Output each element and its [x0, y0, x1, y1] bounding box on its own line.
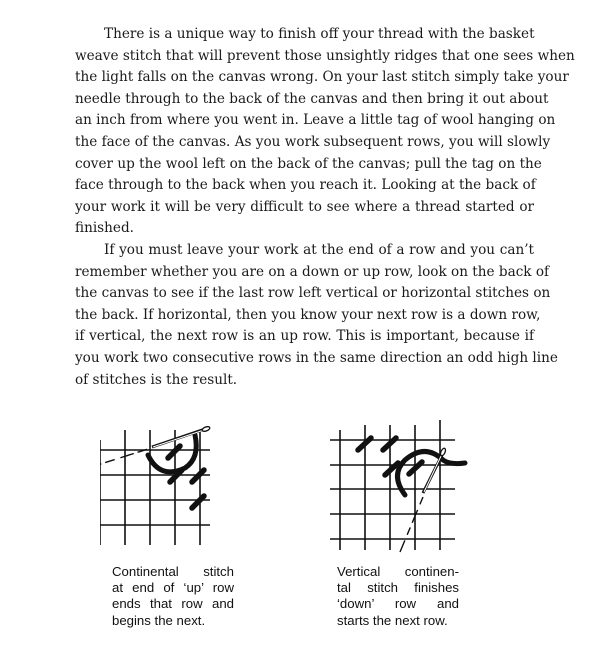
paragraph-1 [75, 24, 575, 240]
figure-caption-continental [112, 564, 234, 629]
text-line: the canvas to see if the last row left vertical or horizontal stitches on [75, 285, 551, 302]
paragraph-2 [75, 240, 558, 391]
stitches [168, 446, 204, 508]
caption-line: ends that row and [112, 596, 234, 612]
caption-line: Vertical continen- [337, 564, 459, 579]
text-line: cover up the wool left on the back of the canvas; pull the tag on the [75, 155, 542, 172]
text-line: face through to the back when you reach it. Looking at the back of [75, 177, 536, 194]
figure-caption-vertical-continental [337, 564, 459, 629]
text-line: finished. [75, 220, 134, 237]
caption-line: tal stitch finishes [337, 580, 459, 596]
text-line: of stitches is the result. [75, 371, 238, 388]
caption-line: at end of ‘up’ row [112, 580, 234, 596]
text-line: the back. If horizontal, then you know your next row is a down row, [75, 306, 541, 323]
text-line: you work two consecutive rows in the same direction an odd high line [75, 349, 558, 366]
caption-line: begins the next. [112, 612, 206, 628]
text-line: if vertical, the next row is an up row. This is important, because if [75, 328, 534, 345]
text-line: needle through to the back of the canvas and then bring it out about [75, 90, 549, 107]
text-line: If you must leave your work at the end of a row and you can’t [104, 241, 534, 258]
thread-and-needle [100, 426, 210, 472]
body-text [75, 24, 575, 391]
caption-line: ‘down’ row and [337, 596, 459, 612]
text-line: the light falls on the canvas wrong. On your last stitch simply take your [75, 69, 569, 86]
caption-line: starts the next row. [337, 612, 448, 628]
text-line: There is a unique way to finish off your thread with the basket [104, 26, 535, 42]
text-line: your work it will be very difficult to see where a thread started or [75, 198, 534, 215]
caption-line: Continental stitch [112, 564, 234, 579]
text-line: the face of the canvas. As you work subsequent rows, you will slowly [75, 133, 551, 150]
continental-stitch-diagram [100, 420, 260, 550]
vertical-continental-stitch-diagram [325, 415, 485, 555]
text-line: an inch from where you went in. Leave a little tag of wool hanging on [75, 112, 556, 129]
text-line: weave stitch that will prevent those unsightly ridges that one sees when [75, 47, 575, 64]
thread-and-needle [398, 448, 466, 552]
text-line: remember whether you are on a down or up row, look on the back of [75, 263, 550, 280]
